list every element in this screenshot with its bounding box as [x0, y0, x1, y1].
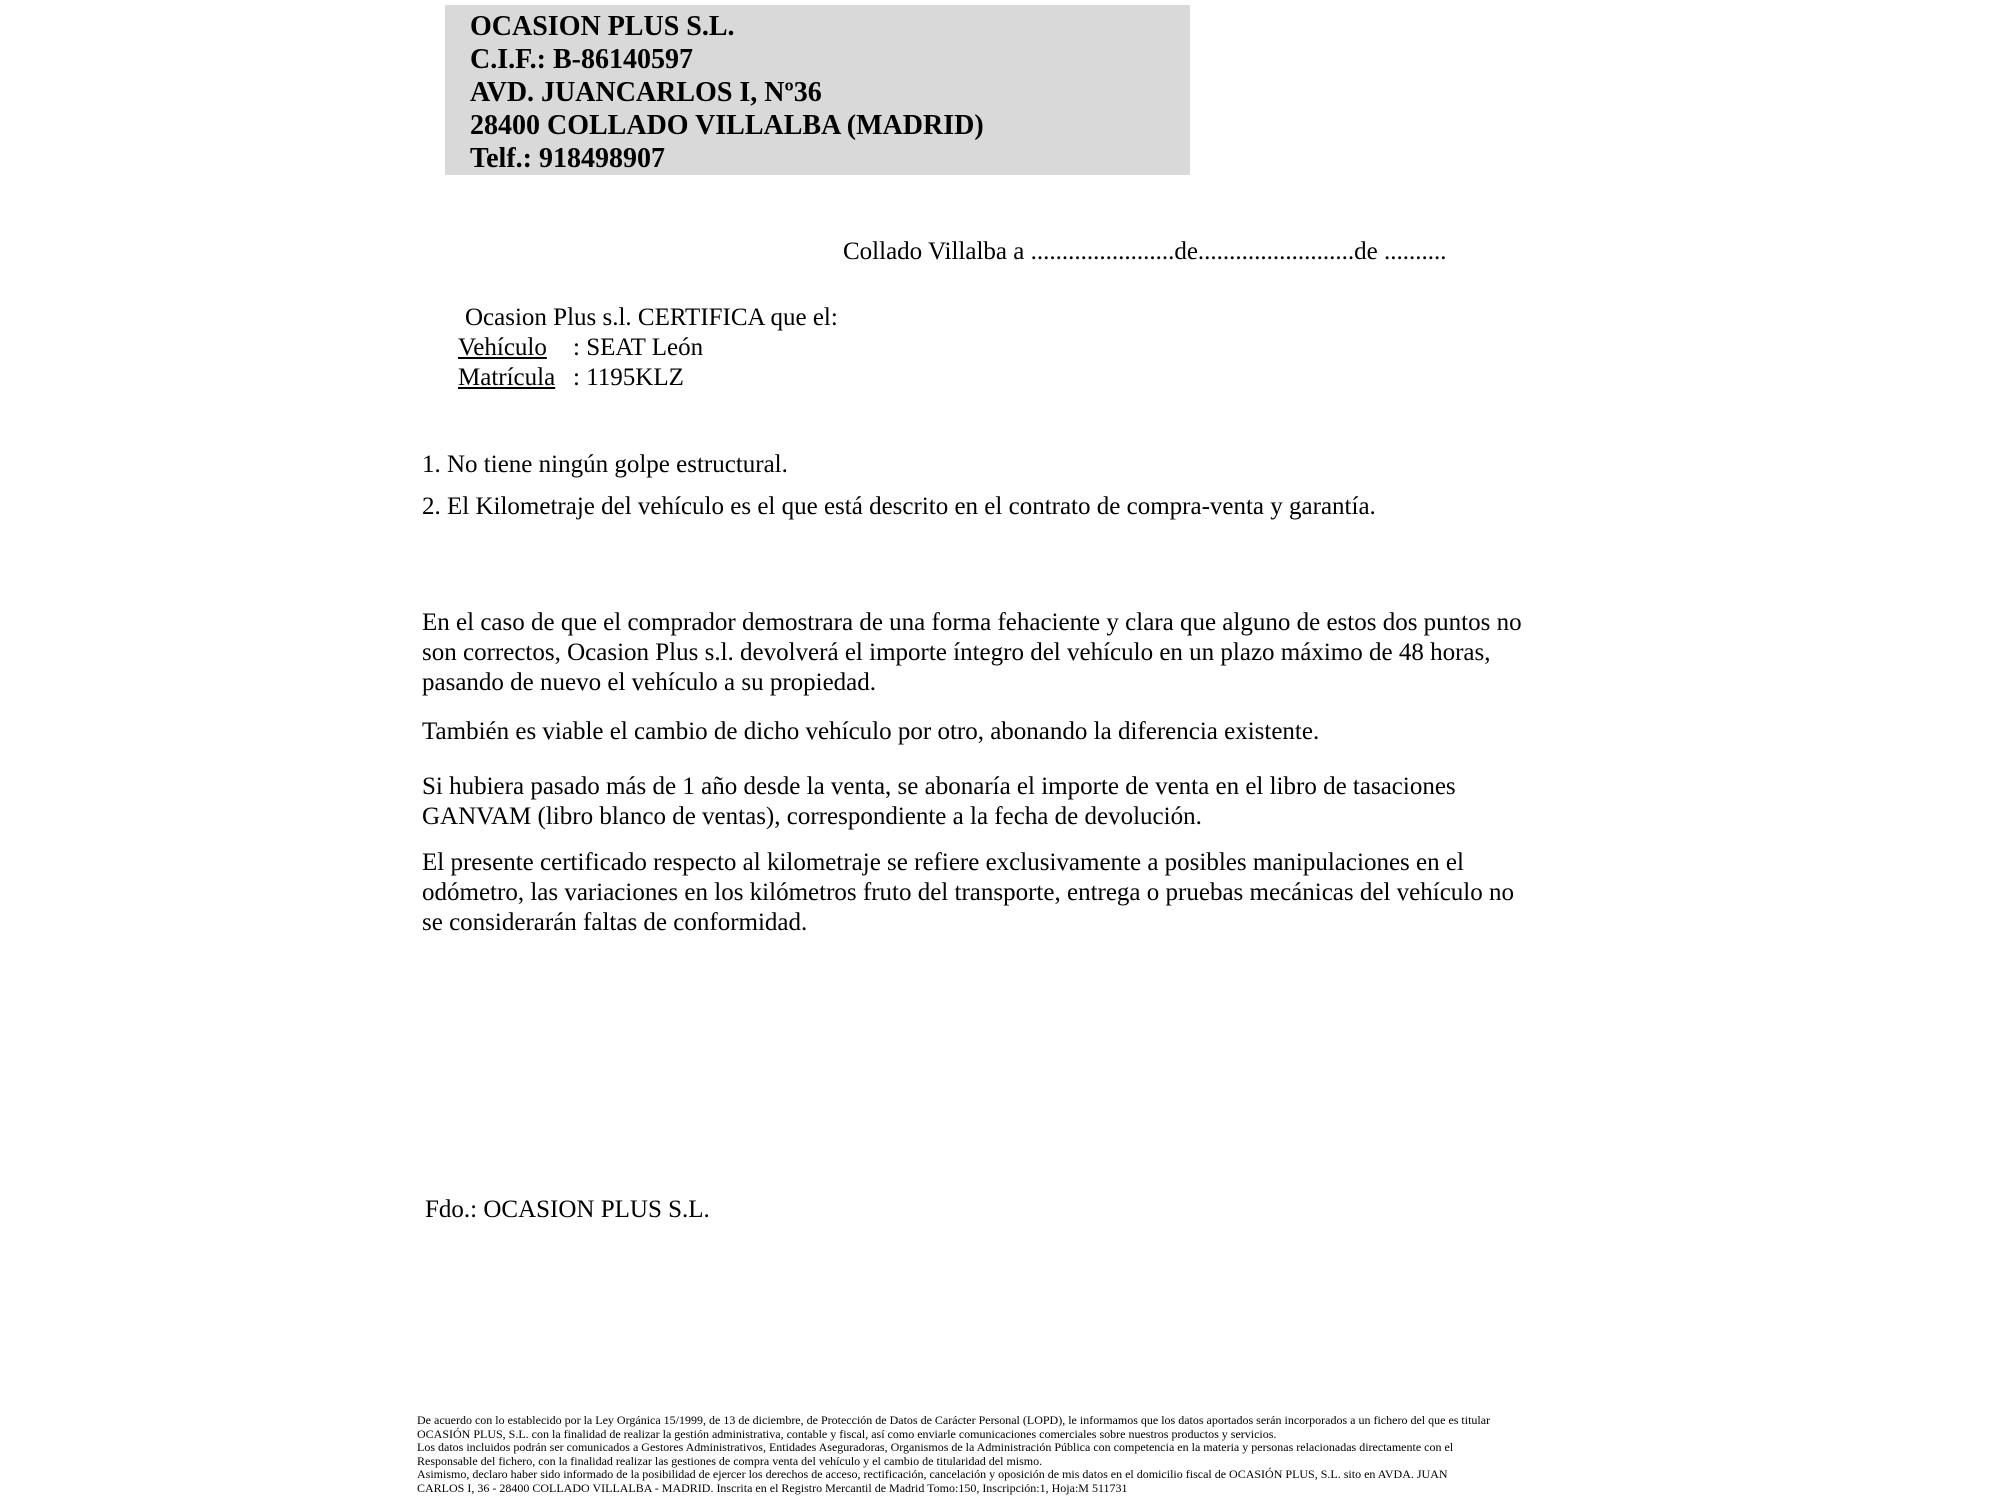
signature-line: Fdo.: OCASION PLUS S.L.	[425, 1196, 710, 1223]
certification-intro: Ocasion Plus s.l. CERTIFICA que el:	[465, 304, 838, 331]
paragraph-exchange	[422, 717, 1319, 747]
paragraph-odometer-line-3: se considerarán faltas de conformidad.	[422, 909, 808, 936]
plate-field-row	[458, 363, 838, 393]
plate-label-wrap	[458, 363, 573, 393]
legal-footer	[417, 1414, 1490, 1495]
vehicle-value: : SEAT León	[573, 334, 704, 361]
paragraph-refund-line-1: En el caso de que el comprador demostrara de una forma fehaciente y clara que alguno de estos dos puntos no	[422, 609, 1522, 636]
clause-mileage: 2. El Kilometraje del vehículo es el que está descrito en el contrato de compra-venta y garantía.	[422, 493, 1376, 520]
paragraph-odometer-line-2: odómetro, las variaciones en los kilómetros fruto del transporte, entrega o pruebas mecánicas del vehículo no	[422, 879, 1515, 906]
clause-structural: 1. No tiene ningún golpe estructural.	[422, 451, 788, 478]
legal-footer-line-6: CARLOS I, 36 - 28400 COLLADO VILLALBA - MADRID. Inscrita en el Registro Mercantil de Madrid Tomo:150, Inscripción:1, Hoja:M 511731	[417, 1480, 1128, 1495]
paragraph-ganvam-line-2: GANVAM (libro blanco de ventas), correspondiente a la fecha de devolución.	[422, 803, 1202, 830]
paragraph-odometer	[422, 848, 1514, 938]
paragraph-refund-line-3: pasando de nuevo el vehículo a su propiedad.	[422, 669, 877, 696]
paragraph-exchange-line-1: También es viable el cambio de dicho vehículo por otro, abonando la diferencia existente.	[422, 718, 1320, 745]
company-phone: Telf.: 918498907	[470, 143, 665, 174]
vehicle-label: Vehículo	[458, 334, 547, 361]
company-cif: C.I.F.: B-86140597	[470, 44, 693, 75]
plate-value: : 1195KLZ	[573, 364, 684, 391]
company-header-box	[445, 5, 1190, 175]
paragraph-ganvam-line-1: Si hubiera pasado más de 1 año desde la venta, se abonaría el importe de venta en el libro de tasaciones	[422, 773, 1456, 800]
legal-footer-line-4: Responsable del fichero, con la finalidad realizar las gestiones de compra venta del vehículo y el cambio de titularidad del mismo.	[417, 1453, 1043, 1468]
company-city: 28400 COLLADO VILLALBA (MADRID)	[470, 110, 984, 141]
company-address: AVD. JUANCARLOS I, Nº36	[470, 77, 822, 108]
paragraph-refund-line-2: son correctos, Ocasion Plus s.l. devolverá el importe íntegro del vehículo en un plazo máximo de 48 horas,	[422, 639, 1491, 666]
legal-footer-line-1: De acuerdo con lo establecido por la Ley Orgánica 15/1999, de 13 de diciembre, de Protección de Datos de Carácter Personal (LOPD), le informamos que los datos aportados serán incorporados a un fichero del que es titular	[417, 1413, 1491, 1427]
certification-block	[458, 303, 838, 393]
plate-label: Matrícula	[458, 364, 556, 391]
paragraph-ganvam	[422, 772, 1456, 832]
paragraph-odometer-line-1: El presente certificado respecto al kilometraje se refiere exclusivamente a posibles manipulaciones en el	[422, 849, 1464, 876]
paragraph-refund	[422, 608, 1522, 698]
vehicle-label-wrap	[458, 333, 573, 363]
legal-footer-line-3: Los datos incluidos podrán ser comunicados a Gestores Administrativos, Entidades Aseguradoras, Organismos de la Administración Pública con competencia en la materia y personas relacionadas directamente con el	[417, 1440, 1454, 1454]
legal-footer-line-5: Asimismo, declaro haber sido informado de la posibilidad de ejercer los derechos de acceso, rectificación, cancelación y oposición de mis datos en el domicilio fiscal de OCASIÓN PLUS, S.L. sito en AVDA. JUAN	[417, 1467, 1448, 1481]
vehicle-field-row	[458, 333, 838, 363]
company-name: OCASION PLUS S.L.	[470, 11, 735, 42]
date-blank-line: Collado Villalba a .......................de.........................de ..........	[843, 238, 1447, 265]
legal-footer-line-2: OCASIÓN PLUS, S.L. con la finalidad de realizar la gestión administrativa, contable y fiscal, así como enviarle comunicaciones comerciales sobre nuestros productos y servicios.	[417, 1426, 1277, 1441]
